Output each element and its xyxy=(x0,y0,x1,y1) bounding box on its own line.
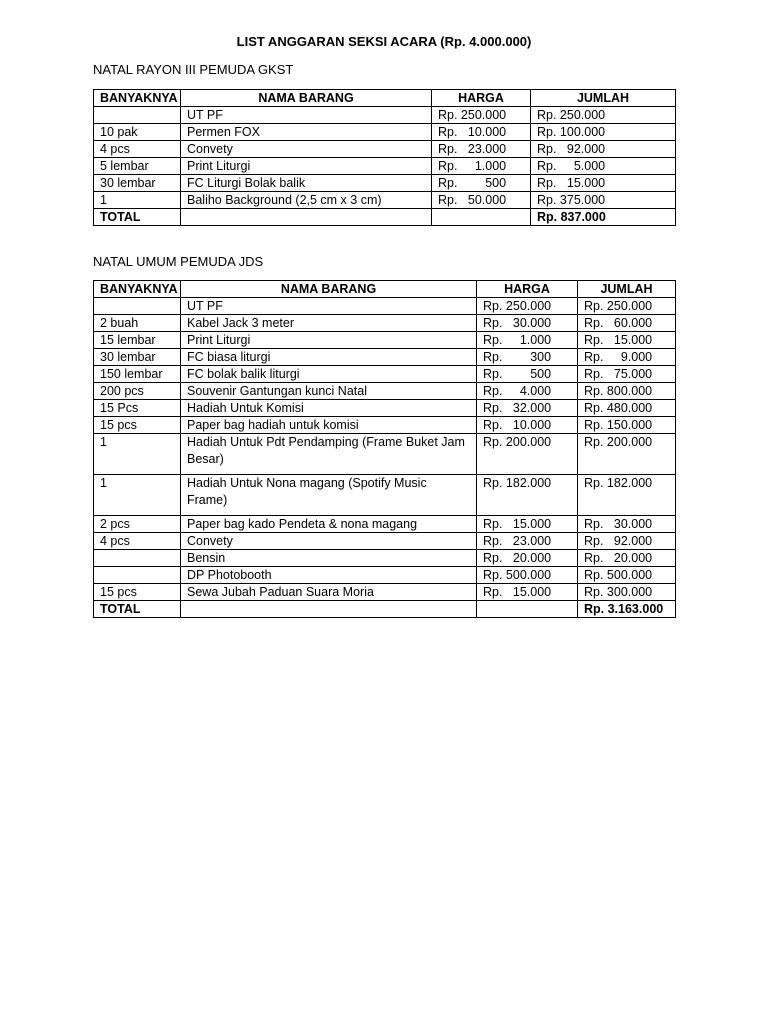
cell-harga: Rp. 1.000 xyxy=(477,332,578,349)
cell-jumlah: Rp. 250.000 xyxy=(578,298,676,315)
cell-banyaknya: 30 lembar xyxy=(94,349,181,366)
cell-jumlah: Rp. 250.000 xyxy=(531,107,676,124)
total-empty-cell xyxy=(432,209,531,226)
cell-jumlah: Rp. 182.000 xyxy=(578,475,676,516)
cell-nama-barang: FC biasa liturgi xyxy=(181,349,477,366)
header-harga: HARGA xyxy=(432,90,531,107)
cell-nama-barang: Permen FOX xyxy=(181,124,432,141)
header-nama-barang: NAMA BARANG xyxy=(181,281,477,298)
cell-jumlah: Rp. 20.000 xyxy=(578,550,676,567)
table-row xyxy=(94,107,676,124)
cell-nama-barang: Hadiah Untuk Pdt Pendamping (Frame Buket Jam Besar) xyxy=(181,434,477,475)
cell-nama-barang: Print Liturgi xyxy=(181,332,477,349)
cell-banyaknya: 150 lembar xyxy=(94,366,181,383)
cell-jumlah: Rp. 150.000 xyxy=(578,417,676,434)
cell-harga: Rp. 250.000 xyxy=(477,298,578,315)
table-row xyxy=(94,567,676,584)
cell-nama-barang: FC Liturgi Bolak balik xyxy=(181,175,432,192)
cell-nama-barang: Sewa Jubah Paduan Suara Moria xyxy=(181,584,477,601)
cell-jumlah: Rp. 200.000 xyxy=(578,434,676,475)
cell-jumlah: Rp. 75.000 xyxy=(578,366,676,383)
cell-jumlah: Rp. 375.000 xyxy=(531,192,676,209)
cell-harga: Rp. 50.000 xyxy=(432,192,531,209)
total-empty-cell xyxy=(477,601,578,618)
cell-banyaknya: 15 Pcs xyxy=(94,400,181,417)
total-row xyxy=(94,209,676,226)
total-label: TOTAL xyxy=(94,209,181,226)
cell-jumlah: Rp. 9.000 xyxy=(578,349,676,366)
budget-table-umum xyxy=(93,280,676,618)
table-row xyxy=(94,175,676,192)
cell-harga: Rp. 15.000 xyxy=(477,584,578,601)
cell-jumlah: Rp. 100.000 xyxy=(531,124,676,141)
table-row xyxy=(94,383,676,400)
table-row xyxy=(94,516,676,533)
table-row xyxy=(94,400,676,417)
header-banyaknya: BANYAKNYA xyxy=(94,281,181,298)
cell-nama-barang: UT PF xyxy=(181,107,432,124)
cell-jumlah: Rp. 92.000 xyxy=(578,533,676,550)
cell-banyaknya: 5 lembar xyxy=(94,158,181,175)
header-harga: HARGA xyxy=(477,281,578,298)
cell-nama-barang: Baliho Background (2,5 cm x 3 cm) xyxy=(181,192,432,209)
cell-nama-barang: Print Liturgi xyxy=(181,158,432,175)
cell-nama-barang: Paper bag hadiah untuk komisi xyxy=(181,417,477,434)
cell-banyaknya xyxy=(94,107,181,124)
cell-jumlah: Rp. 300.000 xyxy=(578,584,676,601)
cell-jumlah: Rp. 800.000 xyxy=(578,383,676,400)
cell-harga: Rp. 500 xyxy=(477,366,578,383)
cell-harga: Rp. 1.000 xyxy=(432,158,531,175)
table-row xyxy=(94,158,676,175)
table-row xyxy=(94,192,676,209)
table-row xyxy=(94,475,676,516)
table-row xyxy=(94,315,676,332)
cell-jumlah: Rp. 480.000 xyxy=(578,400,676,417)
cell-jumlah: Rp. 15.000 xyxy=(578,332,676,349)
cell-jumlah: Rp. 500.000 xyxy=(578,567,676,584)
cell-banyaknya: 30 lembar xyxy=(94,175,181,192)
cell-nama-barang: UT PF xyxy=(181,298,477,315)
cell-banyaknya: 2 pcs xyxy=(94,516,181,533)
table-row xyxy=(94,124,676,141)
cell-harga: Rp. 4.000 xyxy=(477,383,578,400)
table-header-row xyxy=(94,90,676,107)
cell-banyaknya: 4 pcs xyxy=(94,141,181,158)
cell-jumlah: Rp. 30.000 xyxy=(578,516,676,533)
table-row xyxy=(94,533,676,550)
header-jumlah: JUMLAH xyxy=(578,281,676,298)
cell-banyaknya xyxy=(94,298,181,315)
cell-nama-barang: Convety xyxy=(181,141,432,158)
section2-subtitle: NATAL UMUM PEMUDA JDS xyxy=(93,254,264,269)
table-row xyxy=(94,349,676,366)
document-title: LIST ANGGARAN SEKSI ACARA (Rp. 4.000.000) xyxy=(236,34,532,49)
cell-nama-barang: DP Photobooth xyxy=(181,567,477,584)
cell-banyaknya: 15 pcs xyxy=(94,584,181,601)
header-jumlah: JUMLAH xyxy=(531,90,676,107)
table-row xyxy=(94,141,676,158)
total-row xyxy=(94,601,676,618)
cell-harga: Rp. 300 xyxy=(477,349,578,366)
total-value: Rp. 837.000 xyxy=(531,209,676,226)
cell-nama-barang: Hadiah Untuk Komisi xyxy=(181,400,477,417)
total-value: Rp. 3.163.000 xyxy=(578,601,676,618)
cell-nama-barang: Kabel Jack 3 meter xyxy=(181,315,477,332)
cell-nama-barang: Souvenir Gantungan kunci Natal xyxy=(181,383,477,400)
total-empty-cell xyxy=(181,601,477,618)
cell-jumlah: Rp. 60.000 xyxy=(578,315,676,332)
cell-banyaknya xyxy=(94,567,181,584)
table-row xyxy=(94,417,676,434)
cell-banyaknya xyxy=(94,550,181,567)
total-label: TOTAL xyxy=(94,601,181,618)
cell-harga: Rp. 20.000 xyxy=(477,550,578,567)
header-banyaknya: BANYAKNYA xyxy=(94,90,181,107)
cell-nama-barang: FC bolak balik liturgi xyxy=(181,366,477,383)
cell-nama-barang: Bensin xyxy=(181,550,477,567)
budget-table-rayon xyxy=(93,89,676,226)
table-row xyxy=(94,366,676,383)
total-empty-cell xyxy=(181,209,432,226)
table-row xyxy=(94,434,676,475)
cell-harga: Rp. 500 xyxy=(432,175,531,192)
cell-harga: Rp. 23.000 xyxy=(432,141,531,158)
cell-banyaknya: 10 pak xyxy=(94,124,181,141)
cell-banyaknya: 200 pcs xyxy=(94,383,181,400)
cell-nama-barang: Paper bag kado Pendeta & nona magang xyxy=(181,516,477,533)
section1-subtitle: NATAL RAYON III PEMUDA GKST xyxy=(93,62,294,77)
cell-harga: Rp. 10.000 xyxy=(432,124,531,141)
cell-banyaknya: 2 buah xyxy=(94,315,181,332)
table-row xyxy=(94,332,676,349)
cell-harga: Rp. 500.000 xyxy=(477,567,578,584)
cell-harga: Rp. 182.000 xyxy=(477,475,578,516)
cell-harga: Rp. 30.000 xyxy=(477,315,578,332)
cell-harga: Rp. 250.000 xyxy=(432,107,531,124)
cell-banyaknya: 4 pcs xyxy=(94,533,181,550)
cell-harga: Rp. 15.000 xyxy=(477,516,578,533)
cell-banyaknya: 15 lembar xyxy=(94,332,181,349)
cell-harga: Rp. 10.000 xyxy=(477,417,578,434)
cell-harga: Rp. 23.000 xyxy=(477,533,578,550)
cell-jumlah: Rp. 92.000 xyxy=(531,141,676,158)
cell-banyaknya: 1 xyxy=(94,192,181,209)
cell-harga: Rp. 32.000 xyxy=(477,400,578,417)
table-row xyxy=(94,298,676,315)
cell-banyaknya: 1 xyxy=(94,475,181,516)
cell-harga: Rp. 200.000 xyxy=(477,434,578,475)
cell-nama-barang: Convety xyxy=(181,533,477,550)
cell-jumlah: Rp. 15.000 xyxy=(531,175,676,192)
cell-nama-barang: Hadiah Untuk Nona magang (Spotify Music Frame) xyxy=(181,475,477,516)
cell-banyaknya: 15 pcs xyxy=(94,417,181,434)
table-header-row xyxy=(94,281,676,298)
cell-jumlah: Rp. 5.000 xyxy=(531,158,676,175)
cell-banyaknya: 1 xyxy=(94,434,181,475)
table-row xyxy=(94,550,676,567)
header-nama-barang: NAMA BARANG xyxy=(181,90,432,107)
table-row xyxy=(94,584,676,601)
